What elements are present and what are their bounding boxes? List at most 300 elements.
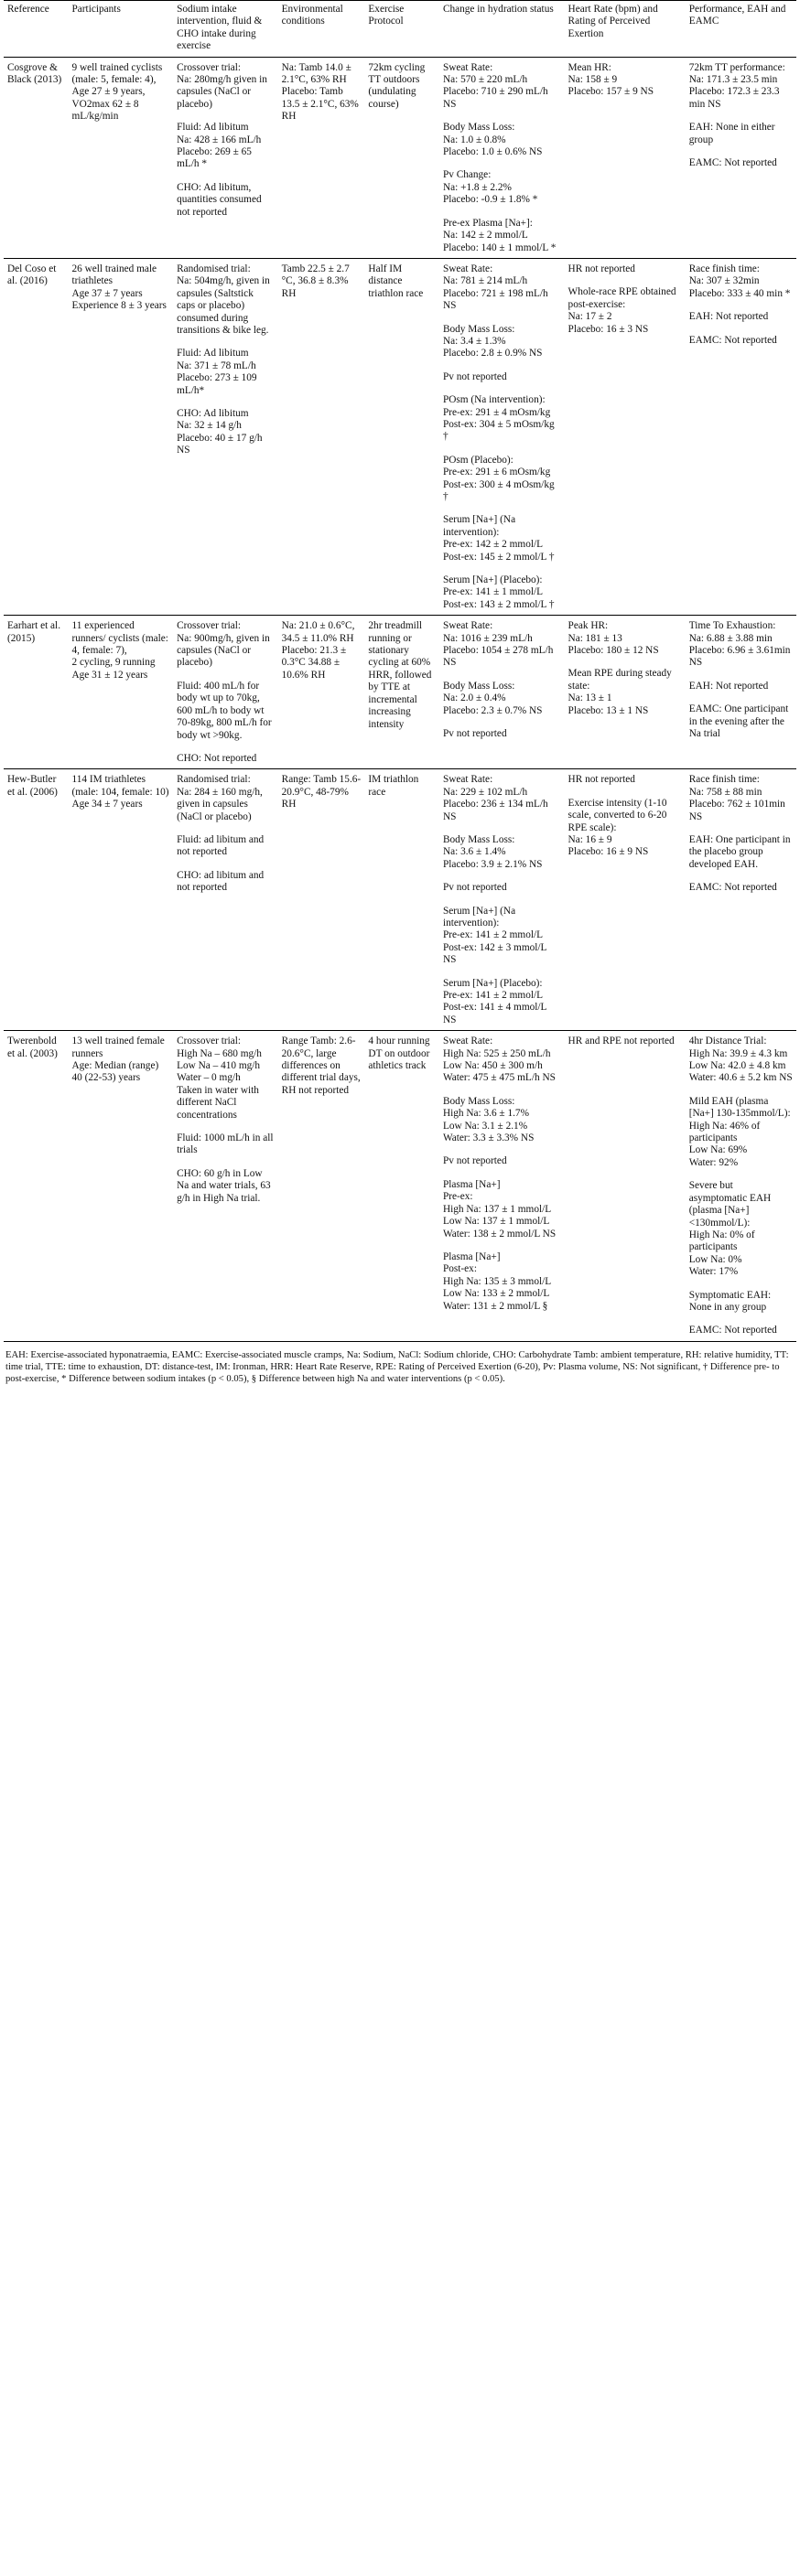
cell-line: Placebo: 236 ± 134 mL/h NS [442,799,548,822]
header-cell: Participants [69,1,174,58]
cell-block [689,1325,793,1336]
cell-line: Plasma [Na+] [442,1250,501,1262]
cell-block [177,122,275,171]
cell-line: 40 (22-53) years [71,1072,141,1084]
cell-line: Placebo: 269 ± 65 mL/h * [177,146,252,170]
cell-text: Cosgrove & Black (2013) [7,61,62,86]
cell-line: Water: 138 ± 2 mmol/L NS [442,1228,557,1240]
cell-line: Whole-race RPE obtained post-exercise: [568,286,676,310]
cell-line: High Na: 0% of participants [688,1229,755,1253]
cell-line: Na: 142 ± 2 mmol/L [442,230,528,242]
cell-block [689,335,793,347]
cell-line: Na: 280mg/h given in capsules (NaCl or placebo) [177,74,267,110]
cell-line: EAMC: One participant in the evening after the Na trial [688,703,789,740]
cell-reference [4,616,69,769]
cell-block [443,371,561,383]
cell-line: 11 experienced runners/ cyclists (male: 4, female: 7), [71,620,168,657]
cell-line: Pre-ex: 141 ± 2 mmol/L [442,929,544,941]
cell-block [443,62,561,112]
cell-block [443,574,561,611]
cell-line: Na: 17 ± 2 [568,311,612,323]
cell-line: 72km TT performance: [688,61,785,73]
cell-line: Low Na: 137 ± 1 mmol/L [442,1216,550,1228]
cell-line: 26 well trained male triathletes [71,263,157,287]
cell-hr [565,769,686,1031]
cell-line: 2 cycling, 9 running [71,657,156,669]
cell-line: Placebo: 16 ± 9 NS [568,846,649,858]
cell-line: HR not reported [568,774,635,786]
cell-line: Na: 181 ± 13 [568,632,622,644]
cell-performance [686,769,796,1031]
cell-reference [4,258,69,615]
cell-performance [686,616,796,769]
cell-hydration [439,258,565,615]
cell-block [443,122,561,158]
cell-block [689,834,793,871]
cell-line: Severe but asymptomatic EAH (plasma [Na+] <130mmol/L): [688,1180,772,1229]
cell-block [177,1036,275,1122]
cell-block [177,681,275,742]
cell-block [443,774,561,823]
cell-line: Placebo: 180 ± 12 NS [568,645,659,657]
cell-line: Na: 21.0 ± 0.6°C, 34.5 ± 11.0% RH [281,620,355,644]
cell-text: Hew-Butler et al. (2006) [7,774,58,798]
table-footnote: EAH: Exercise-associated hyponatraemia, EAMC: Exercise-associated muscle cramps, Na: Sodium, NaCl: Sodium chloride, CHO: Carbohydrate Tamb: ambient temperature, RH: relative humidity, TT: time trial, TTE: time to exhaustion, DT: distance-test, IM: Ironman, HRR: Heart Rate Reserve, RPE: Rating of Perceived Exertion (6-20), Pv: Plasma volume, NS: Not significant, † Difference pre- to post-exercise, * Difference between sodium intakes (p < 0.05), § Difference between high Na and water interventions (p < 0.05). [5,1349,789,1384]
cell-line: Post-ex: 143 ± 2 mmol/L † [442,598,555,610]
table-row [4,1031,796,1342]
cell-line: Crossover trial: [177,1036,242,1047]
cell-line: Tamb 22.5 ± 2.7 °C, 36.8 ± 8.3% RH [281,263,350,299]
cell-block [689,122,793,146]
cell-line: Na: Tamb 14.0 ± 2.1°C, 63% RH [281,61,351,86]
cell-line: Time To Exhaustion: [688,620,776,632]
cell-line: Race finish time: [688,263,760,274]
cell-line: Taken in water with different NaCl concentrations [177,1084,259,1121]
cell-line: Na: 1.0 ± 0.8% [442,134,506,145]
cell-line: High Na: 525 ± 250 mL/h [442,1047,551,1059]
cell-line: Pv not reported [442,882,507,894]
cell-line: Pv Change: [442,169,492,181]
cell-line: Placebo: 21.3 ± 0.3°C 34.88 ± 10.6% RH [281,645,347,681]
table-row [4,616,796,769]
header-cell: Sodium intake intervention, fluid & CHO intake during exercise [173,1,278,58]
cell-block [177,1132,275,1157]
cell-block [443,394,561,444]
cell-line: HR not reported [568,263,635,274]
cell-line: Pre-ex: 141 ± 1 mmol/L [442,586,544,598]
cell-line: Placebo: 2.3 ± 0.7% NS [442,704,543,716]
cell-line: (male: 5, female: 4), [71,74,157,86]
cell-block [177,348,275,397]
cell-line: Symptomatic EAH: None in any group [688,1289,772,1313]
cell-line: Na: 284 ± 160 mg/h, given in capsules (NaCl or placebo) [177,786,263,822]
cell-intervention [173,57,278,258]
cell-block [177,182,275,219]
cell-block [443,324,561,360]
cell-line: Water: 131 ± 2 mmol/L § [442,1300,548,1312]
cell-text: Twerenbold et al. (2003) [7,1036,58,1059]
cell-performance [686,1031,796,1342]
cell-line: Placebo: 13 ± 1 NS [568,704,649,716]
cell-line: Crossover trial: [177,620,242,632]
cell-line: Post-ex: 145 ± 2 mmol/L † [442,551,555,563]
cell-protocol [364,258,439,615]
cell-line: Placebo: 3.9 ± 2.1% NS [442,858,543,870]
cell-participants [69,258,174,615]
cell-block [443,1251,561,1313]
cell-line: EAH: None in either group [688,122,775,145]
cell-line: Na: +1.8 ± 2.2% [442,181,512,193]
cell-line: Low Na: 3.1 ± 2.1% [442,1120,528,1132]
cell-line: 4hr Distance Trial: [688,1036,767,1047]
cell-line: Low Na: 69% [688,1144,748,1156]
cell-line: Exercise intensity (1-10 scale, converted to 6-20 RPE scale): [568,797,667,833]
cell-line: CHO: Ad libitum, quantities consumed not reported [177,181,262,218]
cell-block [443,906,561,967]
cell-line: Na: 16 ± 9 [568,833,612,845]
cell-line: Age 31 ± 12 years [71,669,148,681]
cell-line: Fluid: Ad libitum [177,122,249,134]
cell-environment [278,57,365,258]
cell-block [443,1036,561,1085]
cell-reference [4,1031,69,1342]
cell-line: Low Na: 450 ± 300 m/h [442,1060,543,1072]
cell-line: Race finish time: [688,774,760,786]
cell-line: Pv not reported [442,370,507,382]
cell-line: Na: 1016 ± 239 mL/h [442,632,533,644]
cell-line: Randomised trial: [177,774,251,786]
cell-line: Fluid: 400 mL/h for body wt up to 70kg, 600 mL/h to body wt 70-89kg, 800 mL/h for body wt >90kg. [177,680,272,741]
cell-line: CHO: Not reported [177,752,257,764]
cell-line: 4 hour running DT on outdoor athletics track [368,1036,430,1072]
cell-intervention [173,258,278,615]
cell-block [568,286,682,336]
cell-line: Placebo: 172.3 ± 23.3 min NS [688,86,780,110]
cell-line: Placebo: 273 ± 109 mL/h* [177,372,257,396]
cell-intervention [173,616,278,769]
cell-block [443,455,561,504]
cell-line: Body Mass Loss: [442,323,515,335]
cell-text: Earhart et al. (2015) [7,620,61,644]
header-cell: Performance, EAH and EAMC [686,1,796,58]
cell-line: Placebo: 140 ± 1 mmol/L * [442,242,557,253]
cell-line: Na: 229 ± 102 mL/h [442,786,528,798]
cell-line: Water: 40.6 ± 5.2 km NS [688,1072,793,1084]
cell-line: POsm (Placebo): [442,454,514,466]
cell-line: Placebo: 1054 ± 278 mL/h NS [442,645,554,669]
cell-environment [278,258,365,615]
cell-line: Fluid: 1000 mL/h in all trials [177,1132,274,1156]
cell-line: Pre-ex: [442,1191,473,1203]
cell-block [689,62,793,112]
cell-line: EAMC: Not reported [688,1325,777,1336]
cell-block [177,620,275,670]
cell-performance [686,258,796,615]
cell-block [177,1168,275,1205]
cell-line: Pre-ex: 291 ± 4 mOsm/kg [442,406,551,418]
cell-line: Mean HR: [568,61,611,73]
cell-intervention [173,1031,278,1342]
cell-line: Sweat Rate: [442,1036,493,1047]
cell-line: Age 37 ± 7 years [71,287,143,299]
cell-block [689,882,793,894]
cell-line: Na: 3.6 ± 1.4% [442,846,506,858]
cell-line: Na: 570 ± 220 mL/h [442,74,528,86]
cell-participants [69,616,174,769]
cell-block [568,774,682,786]
cell-line: 9 well trained cyclists [71,61,163,73]
cell-line: Post-ex: 300 ± 4 mOsm/kg † [442,478,555,502]
cell-line: Body Mass Loss: [442,122,515,134]
cell-block [443,978,561,1027]
cell-line: Low Na – 410 mg/h [177,1060,261,1072]
cell-block [689,1290,793,1315]
cell-hydration [439,57,565,258]
cell-line: VO2max 62 ± 8 mL/kg/min [71,98,139,123]
cell-block [689,774,793,823]
cell-protocol [364,616,439,769]
cell-block [443,218,561,254]
cell-line: High Na: 137 ± 1 mmol/L [442,1203,552,1215]
cell-line: Placebo: 333 ± 40 min * [688,287,791,299]
cell-line: (male: 104, female: 10) [71,786,169,798]
cell-line: Na: 307 ± 32min [688,275,760,287]
cell-line: Serum [Na+] (Na intervention): [442,514,516,538]
cell-line: Low Na: 42.0 ± 4.8 km [688,1060,786,1072]
cell-line: High Na: 135 ± 3 mmol/L [442,1275,552,1287]
cell-participants [69,769,174,1031]
cell-block [568,263,682,275]
cell-line: High Na: 3.6 ± 1.7% [442,1108,529,1120]
cell-line: High Na: 39.9 ± 4.3 km [688,1047,788,1059]
cell-line: 114 IM triathletes [71,774,146,786]
cell-line: Placebo: -0.9 ± 1.8% * [442,194,538,206]
cell-line: Randomised trial: [177,263,251,274]
cell-line: Sweat Rate: [442,620,493,632]
cell-line: Placebo: 40 ± 17 g/h NS [177,432,263,456]
cell-line: Na: 371 ± 78 mL/h [177,360,256,371]
cell-line: Placebo: 721 ± 198 mL/h NS [442,287,548,312]
table-body [4,57,796,1341]
cell-line: Sweat Rate: [442,263,493,274]
cell-line: Na: 504mg/h, given in capsules (Saltstick caps or placebo) consumed during transitions & bike leg. [177,275,270,336]
header-cell: Environmental conditions [278,1,365,58]
cell-block [689,703,793,740]
cell-line: Body Mass Loss: [442,833,515,845]
cell-block [443,1155,561,1167]
cell-line: Na: 171.3 ± 23.5 min [688,74,778,86]
cell-line: Pre-ex: 141 ± 2 mmol/L [442,990,544,1001]
cell-protocol [364,1031,439,1342]
cell-line: Pre-ex Plasma [Na+]: [442,217,533,229]
cell-block [443,620,561,670]
cell-line: Placebo: 1.0 ± 0.6% NS [442,146,543,158]
cell-line: CHO: ad libitum and not reported [177,869,265,894]
cell-participants [69,57,174,258]
cell-line: EAMC: Not reported [688,882,777,894]
cell-line: Na: 2.0 ± 0.4% [442,692,506,704]
cell-protocol [364,769,439,1031]
cell-line: Placebo: 710 ± 290 mL/h NS [442,86,548,110]
cell-block [177,62,275,112]
cell-line: Half IM distance triathlon race [368,263,424,299]
cell-block [443,728,561,740]
cell-line: Body Mass Loss: [442,680,515,692]
cell-line: Water – 0 mg/h [177,1072,241,1084]
cell-line: Post-ex: 304 ± 5 mOsm/kg † [442,418,555,443]
cell-block [177,263,275,337]
cell-line: Placebo: Tamb 13.5 ± 2.1°C, 63% RH [281,86,359,123]
cell-line: Age: Median (range) [71,1060,159,1072]
table-row [4,769,796,1031]
studies-table [4,0,796,1342]
cell-line: High Na – 680 mg/h [177,1047,262,1059]
cell-environment [278,769,365,1031]
cell-line: Placebo: 6.96 ± 3.61min NS [688,645,791,669]
cell-line: Na: 32 ± 14 g/h [177,420,242,432]
cell-line: Fluid: ad libitum and not reported [177,833,265,858]
cell-line: IM triathlon race [368,774,419,798]
cell-line: 72km cycling TT outdoors (undulating course) [368,61,426,110]
cell-reference [4,769,69,1031]
cell-line: Na: 13 ± 1 [568,692,612,704]
header-cell: Exercise Protocol [364,1,439,58]
cell-block [443,263,561,313]
cell-block [177,774,275,823]
cell-block [689,681,793,692]
cell-line: Range Tamb: 2.6-20.6°C, large differences on different trial days, RH not reported [281,1036,361,1096]
cell-line: Mild EAH (plasma [Na+] 130-135mmol/L): High Na: 46% of participants [688,1095,791,1144]
cell-line: 13 well trained female runners [71,1036,165,1059]
table-row [4,258,796,615]
cell-line: Na: 781 ± 214 mL/h [442,275,528,287]
cell-intervention [173,769,278,1031]
cell-line: Plasma [Na+] [442,1178,501,1190]
cell-block [443,1096,561,1145]
cell-reference [4,57,69,258]
cell-hr [565,616,686,769]
cell-line: EAH: Not reported [688,680,769,692]
cell-line: EAH: Not reported [688,311,769,323]
cell-line: Placebo: 2.8 ± 0.9% NS [442,348,543,360]
cell-text: Del Coso et al. (2016) [7,263,57,287]
cell-block [443,681,561,717]
cell-hr [565,57,686,258]
cell-line: Sweat Rate: [442,774,493,786]
cell-block [568,668,682,717]
cell-line: Water: 3.3 ± 3.3% NS [442,1132,535,1144]
cell-line: Low Na: 133 ± 2 mmol/L [442,1288,550,1300]
cell-block [689,620,793,670]
cell-line: Serum [Na+] (Placebo): [442,574,543,586]
cell-hr [565,1031,686,1342]
cell-block [177,753,275,765]
cell-line: Na: 6.88 ± 3.88 min [688,632,773,644]
cell-participants [69,1031,174,1342]
cell-line: Fluid: Ad libitum [177,348,249,360]
cell-line: Pv not reported [442,728,507,740]
cell-line: Low Na: 0% [688,1253,742,1265]
header-cell: Change in hydration status [439,1,565,58]
cell-line: Post-ex: [442,1263,477,1275]
cell-protocol [364,57,439,258]
cell-line: Age 27 ± 9 years, [71,86,146,98]
cell-line: Sweat Rate: [442,61,493,73]
cell-hydration [439,616,565,769]
cell-block [443,1179,561,1240]
cell-block [443,834,561,871]
cell-hydration [439,769,565,1031]
cell-block [443,169,561,206]
cell-line: POsm (Na intervention): [442,394,546,406]
cell-block [568,1036,682,1047]
cell-performance [686,57,796,258]
cell-line: Post-ex: 141 ± 4 mmol/L NS [442,1002,547,1025]
cell-block [568,62,682,99]
cell-block [689,311,793,323]
cell-line: 2hr treadmill running or stationary cycling at 60% HRR, followed by TTE at incremental increasing intensity [368,620,432,730]
cell-line: Pv not reported [442,1155,507,1167]
header-cell: Heart Rate (bpm) and Rating of Perceived Exertion [565,1,686,58]
document [4,0,796,1385]
cell-environment [278,1031,365,1342]
cell-line: Post-ex: 142 ± 3 mmol/L NS [442,941,547,966]
cell-environment [278,616,365,769]
cell-line: Pre-ex: 142 ± 2 mmol/L [442,539,544,551]
cell-line: Na: 428 ± 166 mL/h [177,134,262,145]
cell-line: Na: 3.4 ± 1.3% [442,335,506,347]
header-cell: Reference [4,1,69,58]
cell-line: Experience 8 ± 3 years [71,300,167,312]
cell-line: Water: 17% [688,1266,739,1278]
cell-line: Na: 158 ± 9 [568,74,618,86]
cell-line: Serum [Na+] (Placebo): [442,977,543,989]
cell-line: Placebo: 157 ± 9 NS [568,86,654,98]
cell-line: CHO: Ad libitum [177,407,249,419]
cell-line: Water: 475 ± 475 mL/h NS [442,1072,556,1084]
cell-line: Pre-ex: 291 ± 6 mOsm/kg [442,467,551,478]
cell-line: Placebo: 16 ± 3 NS [568,323,649,335]
cell-line: Body Mass Loss: [442,1095,515,1107]
cell-block [568,798,682,859]
cell-line: EAMC: Not reported [688,334,777,346]
cell-line: Na: 758 ± 88 min [688,786,762,798]
cell-line: CHO: 60 g/h in Low Na and water trials, 63 g/h in High Na trial. [177,1167,271,1204]
cell-block [443,514,561,564]
cell-hr [565,258,686,615]
cell-block [568,620,682,657]
cell-block [689,157,793,169]
cell-block [689,1180,793,1278]
cell-block [443,882,561,894]
cell-block [689,263,793,300]
cell-line: Peak HR: [568,620,609,632]
cell-line: EAMC: Not reported [688,157,777,169]
cell-hydration [439,1031,565,1342]
cell-line: Crossover trial: [177,61,242,73]
cell-line: Range: Tamb 15.6-20.9°C, 48-79% RH [281,774,362,810]
table-header [4,1,796,58]
cell-line: Water: 92% [688,1156,739,1168]
cell-line: HR and RPE not reported [568,1036,675,1047]
table-row [4,57,796,258]
cell-block [689,1036,793,1085]
cell-block [177,834,275,859]
cell-block [689,1096,793,1169]
cell-line: Age 34 ± 7 years [71,799,143,810]
cell-line: Serum [Na+] (Na intervention): [442,905,516,928]
cell-line: Mean RPE during steady state: [568,668,672,692]
